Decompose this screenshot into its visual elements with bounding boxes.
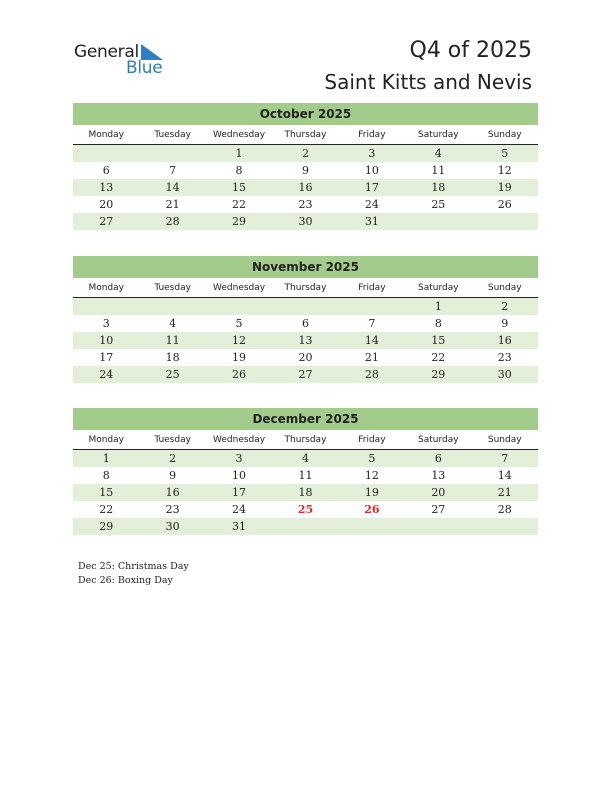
week-row [73,332,538,349]
weekday-label: Monday [88,283,124,293]
day-cell: 18 [298,486,313,499]
day-cell: 6 [301,317,309,330]
weekday-label: Saturday [418,283,459,293]
day-cell [339,298,405,315]
day-cell: 15 [99,486,114,499]
day-cell: 1 [235,147,243,160]
weekday-label: Tuesday [154,435,191,445]
day-cell [272,298,338,315]
day-cell: 17 [232,486,247,499]
week-row [73,145,538,162]
day-cell [139,298,205,315]
day-cell: 27 [99,215,114,228]
day-cell: 16 [298,181,313,194]
day-cell: 13 [431,469,446,482]
day-cell: 25 [431,198,446,211]
week-row [73,162,538,179]
day-cell: 31 [232,520,247,533]
day-cell: 9 [501,317,509,330]
day-cell: 28 [165,215,180,228]
week-row [73,501,538,518]
day-cell: 30 [298,215,313,228]
day-cell: 29 [99,520,114,533]
day-cell: 22 [99,503,114,516]
day-cell: 2 [301,147,309,160]
day-cell: 8 [434,317,442,330]
weekday-label: Sunday [487,435,522,445]
day-cell: 2 [501,300,509,313]
day-cell: 23 [298,198,313,211]
weekday-label: Friday [358,435,386,445]
weekday-header-row [73,432,538,450]
month-calendar-october [73,103,538,230]
day-cell: 14 [497,469,512,482]
day-cell [73,298,139,315]
holiday-notes [78,560,189,588]
day-cell: 25 [165,368,180,381]
day-cell: 26 [232,368,247,381]
day-cell: 27 [298,368,313,381]
month-calendar-december [73,408,538,535]
day-cell: 19 [497,181,512,194]
week-row [73,467,538,484]
month-title: December 2025 [73,408,538,430]
day-cell: 15 [431,334,446,347]
day-cell: 11 [298,469,313,482]
weekday-label: Friday [358,283,386,293]
day-cell: 11 [431,164,446,177]
day-cell: 22 [431,351,446,364]
day-cell: 14 [364,334,379,347]
week-row [73,349,538,366]
day-cell: 28 [497,503,512,516]
day-cell: 22 [232,198,247,211]
day-cell: 12 [232,334,247,347]
day-cell: 19 [232,351,247,364]
day-cell [272,518,338,535]
week-row [73,450,538,467]
holiday-note: Dec 25: Christmas Day [78,561,189,572]
day-cell: 21 [165,198,180,211]
week-row [73,179,538,196]
day-cell: 20 [99,198,114,211]
day-cell: 8 [102,469,110,482]
weekday-label: Monday [88,435,124,445]
day-cell: 13 [298,334,313,347]
day-cell: 7 [368,317,376,330]
day-cell: 10 [99,334,114,347]
day-cell: 2 [169,452,177,465]
week-row [73,298,538,315]
day-cell: 6 [102,164,110,177]
day-cell: 20 [298,351,313,364]
day-cell: 7 [501,452,509,465]
day-cell: 16 [165,486,180,499]
weekday-header-row [73,127,538,145]
week-row [73,484,538,501]
day-cell: 7 [169,164,177,177]
day-cell [73,145,139,162]
day-cell: 5 [235,317,243,330]
weekday-label: Sunday [487,130,522,140]
month-title: October 2025 [73,103,538,125]
day-cell [206,298,272,315]
day-cell [405,213,471,230]
day-cell: 17 [364,181,379,194]
day-cell: 6 [434,452,442,465]
day-cell: 15 [232,181,247,194]
page-subtitle: Saint Kitts and Nevis [324,70,532,94]
day-cell: 14 [165,181,180,194]
day-cell: 29 [431,368,446,381]
day-cell [405,518,471,535]
day-cell: 1 [434,300,442,313]
day-cell: 10 [232,469,247,482]
week-row [73,213,538,230]
day-cell: 28 [364,368,379,381]
weekday-label: Saturday [418,435,459,445]
day-cell: 21 [364,351,379,364]
page-title: Q4 of 2025 [409,38,532,63]
day-cell: 23 [497,351,512,364]
day-cell: 30 [165,520,180,533]
day-cell [139,145,205,162]
weekday-label: Sunday [487,283,522,293]
month-calendar-november [73,256,538,383]
weekday-label: Wednesday [213,130,266,140]
day-cell: 24 [364,198,379,211]
day-cell [472,518,538,535]
day-cell: 20 [431,486,446,499]
weekday-label: Thursday [284,435,327,445]
day-cell: 11 [165,334,180,347]
day-cell: 27 [431,503,446,516]
weekday-label: Thursday [284,130,327,140]
day-cell: 3 [235,452,243,465]
day-cell: 4 [434,147,442,160]
day-cell: 4 [301,452,309,465]
day-cell [472,213,538,230]
day-cell: 10 [364,164,379,177]
weekday-label: Wednesday [213,435,266,445]
day-cell: 19 [364,486,379,499]
month-title: November 2025 [73,256,538,278]
weekday-label: Thursday [284,283,327,293]
brand-name-general: General [74,42,139,62]
holiday-note: Dec 26: Boxing Day [78,575,173,586]
weekday-label: Tuesday [154,283,191,293]
week-row [73,196,538,213]
day-cell: 18 [165,351,180,364]
day-cell: 29 [232,215,247,228]
week-row [73,518,538,535]
day-cell: 24 [99,368,114,381]
day-cell: 3 [368,147,376,160]
day-cell [339,518,405,535]
holiday-day-cell: 26 [364,503,380,516]
day-cell: 17 [99,351,114,364]
brand-logo [74,42,174,78]
weekday-label: Wednesday [213,283,266,293]
day-cell: 23 [165,503,180,516]
brand-name-blue: Blue [126,58,163,78]
weekday-label: Friday [358,130,386,140]
day-cell: 30 [497,368,512,381]
day-cell: 9 [169,469,177,482]
day-cell: 8 [235,164,243,177]
day-cell: 16 [497,334,512,347]
holiday-day-cell: 25 [297,503,314,516]
day-cell: 24 [232,503,247,516]
day-cell: 18 [431,181,446,194]
day-cell: 3 [102,317,110,330]
day-cell: 26 [497,198,512,211]
day-cell: 12 [497,164,512,177]
weekday-label: Saturday [418,130,459,140]
day-cell: 5 [501,147,509,160]
weekday-header-row [73,280,538,298]
week-row [73,366,538,383]
day-cell: 9 [301,164,309,177]
day-cell: 21 [497,486,512,499]
weekday-label: Tuesday [154,130,191,140]
day-cell: 13 [99,181,114,194]
week-row [73,315,538,332]
day-cell: 31 [364,215,379,228]
weekday-label: Monday [88,130,124,140]
day-cell: 1 [102,452,110,465]
day-cell: 5 [368,452,376,465]
day-cell: 12 [364,469,379,482]
day-cell: 4 [169,317,177,330]
